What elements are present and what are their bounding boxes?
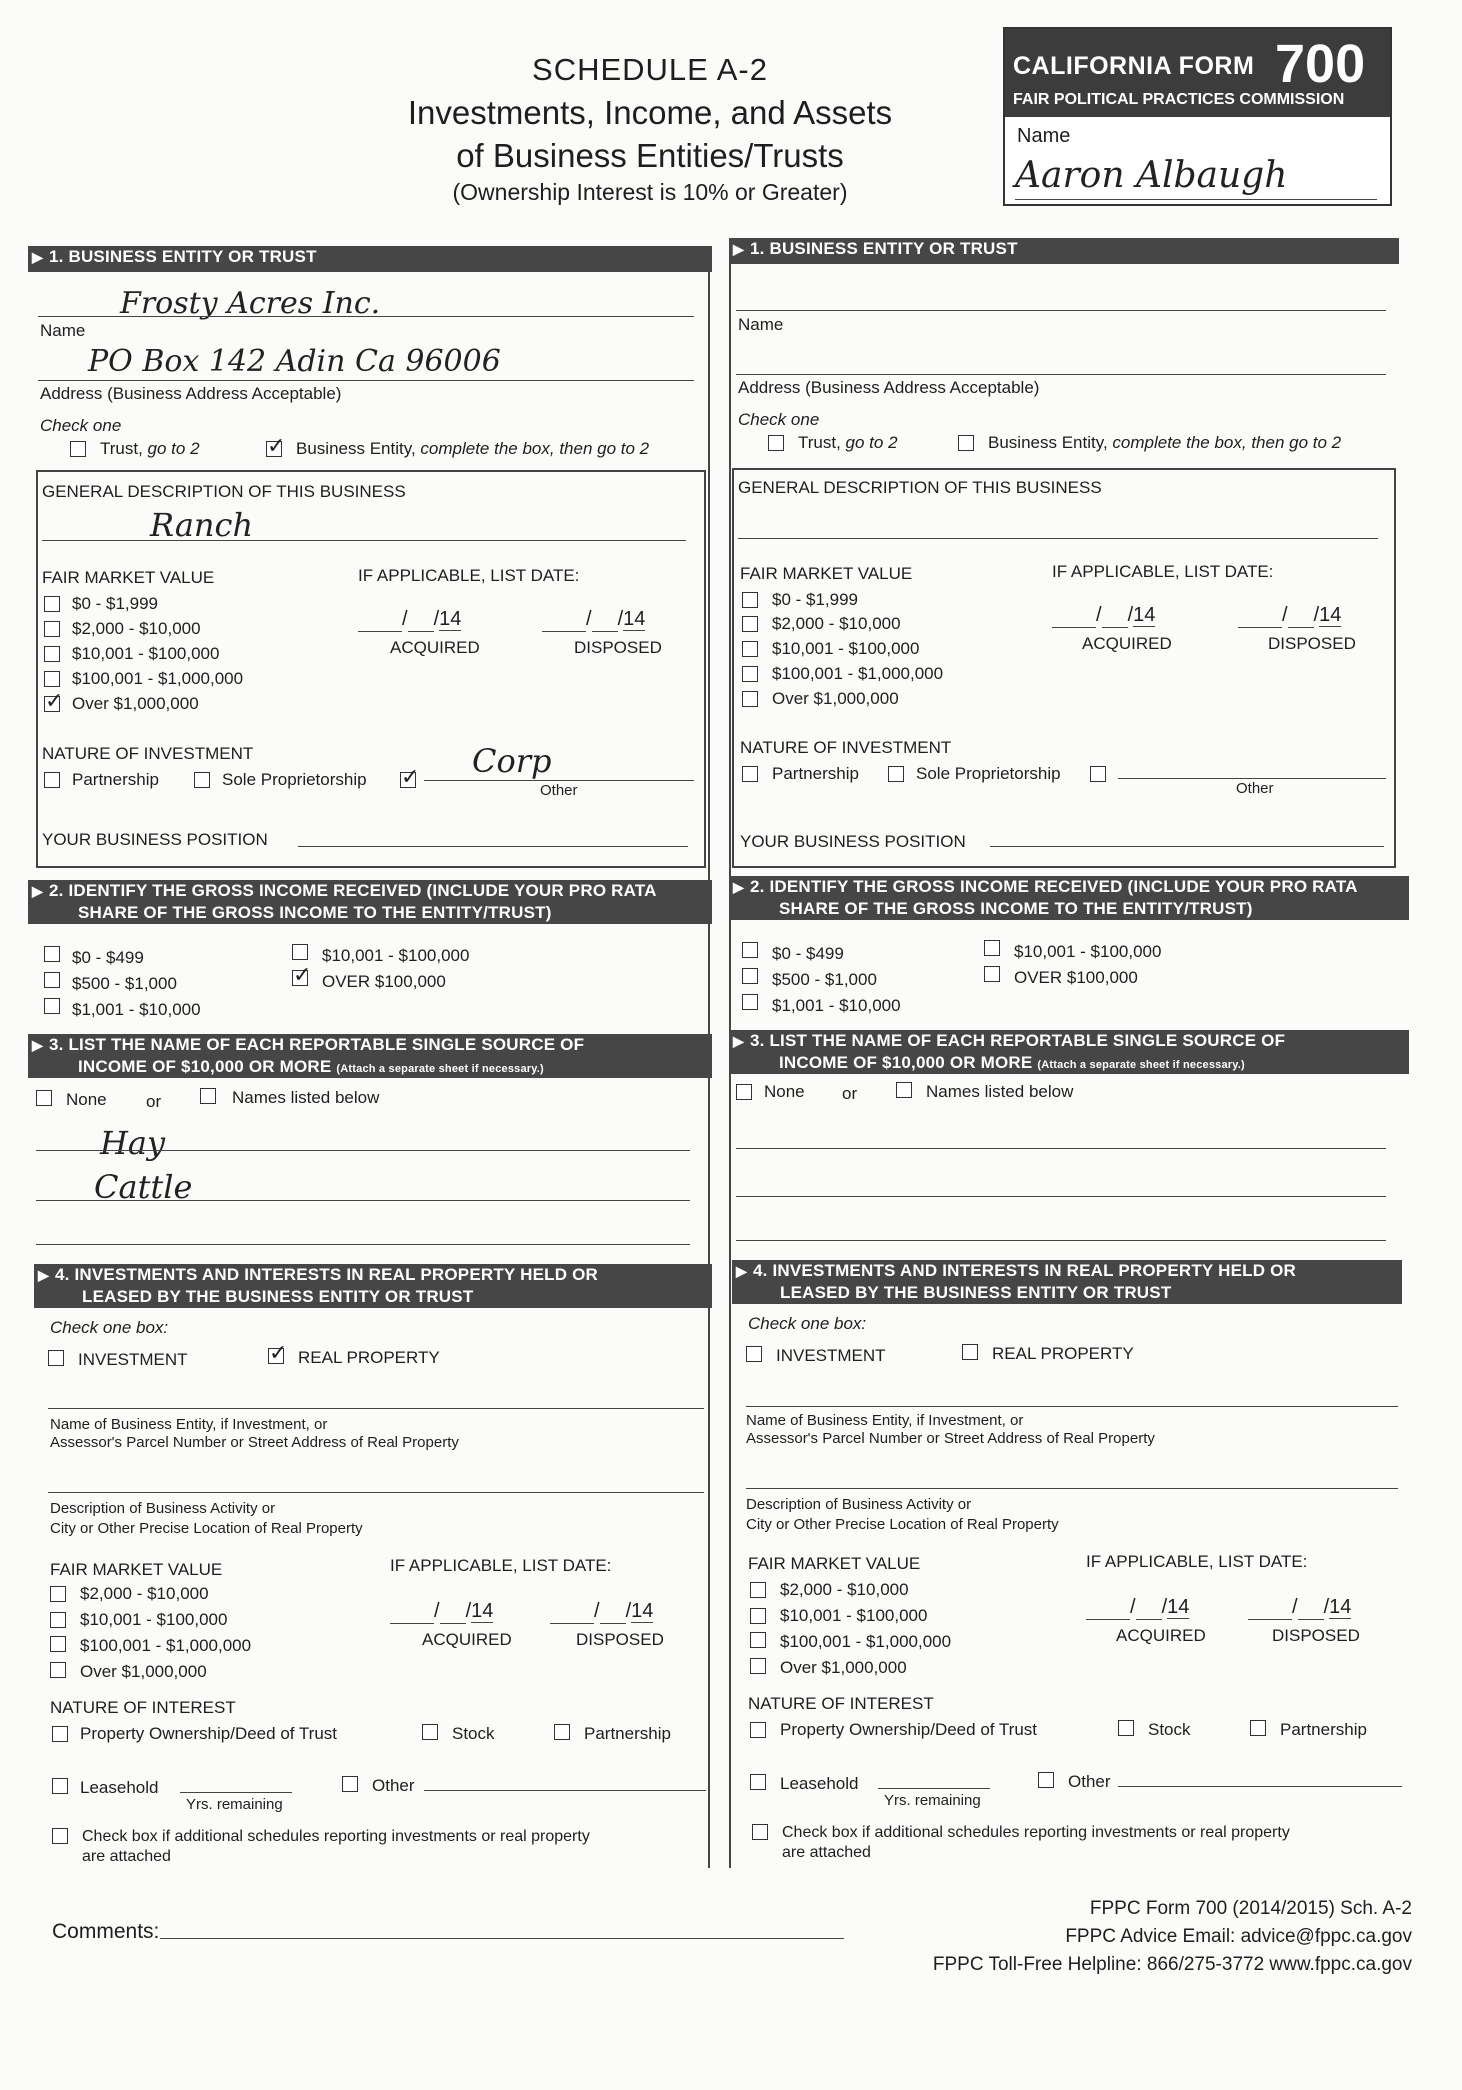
left-partnership-label: Partnership xyxy=(72,770,159,789)
left-stock-checkbox[interactable] xyxy=(422,1724,438,1740)
right-other-line xyxy=(1118,778,1386,779)
right-stock-label: Stock xyxy=(1148,1720,1191,1739)
right-fmv4-0-checkbox[interactable] xyxy=(750,1582,766,1598)
right-inc-4-label: OVER $100,000 xyxy=(1014,968,1138,987)
left-fmv-2-checkbox[interactable] xyxy=(44,646,60,662)
right-check-one-box-label: Check one box: xyxy=(748,1314,867,1333)
right-sole-label: Sole Proprietorship xyxy=(916,764,1061,783)
right-inc-0-checkbox[interactable] xyxy=(742,942,758,958)
right-fmv-3-label: $100,001 - $1,000,000 xyxy=(772,664,944,683)
left-yrs-line xyxy=(180,1792,292,1793)
right-property-own-checkbox[interactable] xyxy=(750,1722,766,1738)
right-entity-checkbox[interactable] xyxy=(958,435,974,451)
right-investment-label: INVESTMENT xyxy=(776,1346,886,1365)
right-inc-3-label: $10,001 - $100,000 xyxy=(1014,942,1162,961)
form-subtitle: (Ownership Interest is 10% or Greater) xyxy=(452,179,848,205)
right-list-date-label: IF APPLICABLE, LIST DATE: xyxy=(1052,562,1274,581)
left-partnership-checkbox[interactable] xyxy=(44,772,60,788)
left-real-property-checkbox[interactable] xyxy=(268,1348,284,1364)
left-property-own-label: Property Ownership/Deed of Trust xyxy=(80,1724,338,1743)
left-trust-checkbox[interactable] xyxy=(70,441,86,457)
right-inc-2-label: $1,001 - $10,000 xyxy=(772,996,901,1015)
left-name-label: Name xyxy=(40,321,86,340)
right-inc-1-checkbox[interactable] xyxy=(742,968,758,984)
right-fmv-3-checkbox[interactable] xyxy=(742,666,758,682)
filer-name-line xyxy=(1015,199,1377,200)
left-inc-4-checkbox[interactable] xyxy=(292,970,308,986)
left-nature-other-value: Corp xyxy=(472,742,552,780)
right-address-line xyxy=(736,374,1386,375)
left-fmv4-0-checkbox[interactable] xyxy=(50,1586,66,1602)
right-inc-2-checkbox[interactable] xyxy=(742,994,758,1010)
right-fmv-0-checkbox[interactable] xyxy=(742,592,758,608)
left-source-line-0 xyxy=(36,1150,690,1151)
right-names-checkbox[interactable] xyxy=(896,1082,912,1098)
right-none-label: None xyxy=(764,1082,805,1101)
right-investment-checkbox[interactable] xyxy=(746,1346,762,1362)
left-desc-line xyxy=(42,540,686,541)
left-fmv4-label: FAIR MARKET VALUE xyxy=(50,1560,223,1579)
right-inc-0-label: $0 - $499 xyxy=(772,944,844,963)
right-fmv-1-label: $2,000 - $10,000 xyxy=(772,614,901,633)
right-real-property-label: REAL PROPERTY xyxy=(992,1344,1134,1363)
left-address-line xyxy=(38,380,694,381)
left-none-checkbox[interactable] xyxy=(36,1090,52,1106)
right-inc-1-label: $500 - $1,000 xyxy=(772,970,877,989)
left-other-label: Other xyxy=(540,782,578,799)
form-label: CALIFORNIA FORM xyxy=(1013,52,1255,80)
right-leasehold-label: Leasehold xyxy=(780,1774,859,1793)
right-section2-bar: ▶ 2. IDENTIFY THE GROSS INCOME RECEIVED (INCLUDE YOUR PRO RATA SHARE OF THE GROSS INCOME TO THE ENTITY/TRUST) xyxy=(729,876,1409,920)
left-leasehold-label: Leasehold xyxy=(80,1778,159,1797)
right-none-checkbox[interactable] xyxy=(736,1084,752,1100)
left-fmv-3-label: $100,001 - $1,000,000 xyxy=(72,669,244,688)
left-check-one-box-label: Check one box: xyxy=(50,1318,169,1337)
right-source-line-1 xyxy=(736,1196,1386,1197)
left-fmv4-2-checkbox[interactable] xyxy=(50,1636,66,1652)
right-additional-checkbox[interactable] xyxy=(752,1824,768,1840)
right-partnership-label: Partnership xyxy=(772,764,859,783)
left-other4-line xyxy=(424,1790,706,1791)
right-fmv-2-label: $10,001 - $100,000 xyxy=(772,639,920,658)
left-sole-checkbox[interactable] xyxy=(194,772,210,788)
left-nature-interest-label: NATURE OF INTEREST xyxy=(50,1698,236,1717)
left-entity-label: Business Entity, complete the box, then go to 2 xyxy=(296,439,650,458)
left-section4-bar: ▶ 4. INVESTMENTS AND INTERESTS IN REAL PROPERTY HELD OR LEASED BY THE BUSINESS ENTITY OR TRUST xyxy=(34,1264,712,1308)
right-position-line xyxy=(990,846,1384,847)
left-desc4-line xyxy=(48,1492,704,1493)
left-list-date-label: IF APPLICABLE, LIST DATE: xyxy=(358,566,580,585)
right-other-checkbox[interactable] xyxy=(1090,766,1106,782)
right-fmv-0-label: $0 - $1,999 xyxy=(772,590,859,609)
left-investment-checkbox[interactable] xyxy=(48,1350,64,1366)
footer-helpline: FPPC Toll-Free Helpline: 866/275-3772 www.fppc.ca.gov xyxy=(932,1954,1412,1975)
right-section4-bar: ▶ 4. INVESTMENTS AND INTERESTS IN REAL PROPERTY HELD OR LEASED BY THE BUSINESS ENTITY OR TRUST xyxy=(732,1260,1402,1304)
right-fmv4-1-label: $10,001 - $100,000 xyxy=(780,1606,928,1625)
left-source-0-value: Hay xyxy=(100,1124,166,1162)
left-disposed4-date: / /14 xyxy=(550,1600,653,1624)
right-other-label: Other xyxy=(1236,780,1274,797)
right-leasehold-checkbox[interactable] xyxy=(750,1774,766,1790)
right-disposed-label: DISPOSED xyxy=(1268,634,1356,653)
right-fmv4-1-checkbox[interactable] xyxy=(750,1608,766,1624)
left-fmv-1-checkbox[interactable] xyxy=(44,621,60,637)
right-desc4-line xyxy=(746,1488,1398,1489)
right-stock-checkbox[interactable] xyxy=(1118,1720,1134,1736)
left-property-own-checkbox[interactable] xyxy=(52,1726,68,1742)
left-name-entity-label-1: Name of Business Entity, if Investment, or xyxy=(50,1416,328,1433)
left-real-property-label: REAL PROPERTY xyxy=(298,1348,440,1367)
left-inc-0-label: $0 - $499 xyxy=(72,948,144,967)
right-section1-bar: ▶ 1. BUSINESS ENTITY OR TRUST xyxy=(729,238,1399,264)
left-disposed-label: DISPOSED xyxy=(574,638,662,657)
left-fmv4-1-checkbox[interactable] xyxy=(50,1612,66,1628)
left-sole-label: Sole Proprietorship xyxy=(222,770,367,789)
right-disposed-date: / /14 xyxy=(1238,604,1341,628)
right-name-entity-line xyxy=(746,1406,1398,1407)
left-fmv4-2-label: $100,001 - $1,000,000 xyxy=(80,1636,252,1655)
left-disposed-date: / /14 xyxy=(542,608,645,632)
left-partnership4-label: Partnership xyxy=(584,1724,671,1743)
form-title-line2: of Business Entities/Trusts xyxy=(456,137,844,174)
right-nature-inv-label: NATURE OF INVESTMENT xyxy=(740,738,952,757)
comments-label: Comments: xyxy=(52,1920,160,1943)
right-other4-checkbox[interactable] xyxy=(1038,1772,1054,1788)
left-entity-name-value: Frosty Acres Inc. xyxy=(120,286,381,321)
left-trust-label: Trust, go to 2 xyxy=(100,439,200,458)
left-check-one-label: Check one xyxy=(40,416,122,435)
left-fmv4-3-checkbox[interactable] xyxy=(50,1662,66,1678)
left-source-line-1 xyxy=(36,1200,690,1201)
left-inc-3-label: $10,001 - $100,000 xyxy=(322,946,470,965)
form-id-box xyxy=(1003,27,1392,206)
schedule-title: SCHEDULE A-2 xyxy=(532,52,768,87)
right-trust-checkbox[interactable] xyxy=(768,435,784,451)
left-stock-label: Stock xyxy=(452,1724,495,1743)
right-sole-checkbox[interactable] xyxy=(888,766,904,782)
left-section2-bar: ▶ 2. IDENTIFY THE GROSS INCOME RECEIVED (INCLUDE YOUR PRO RATA SHARE OF THE GROSS INCOME TO THE ENTITY/TRUST) xyxy=(28,880,712,924)
right-names-label: Names listed below xyxy=(926,1082,1074,1101)
left-additional-label-1: Check box if additional schedules reporting investments or real property xyxy=(82,1828,590,1845)
left-acquired4-date: / /14 xyxy=(390,1600,493,1624)
footer-email: FPPC Advice Email: advice@fppc.ca.gov xyxy=(1065,1926,1412,1947)
left-fmv4-1-label: $10,001 - $100,000 xyxy=(80,1610,228,1629)
left-acquired4-label: ACQUIRED xyxy=(422,1630,512,1649)
right-property-own-label: Property Ownership/Deed of Trust xyxy=(780,1720,1038,1739)
left-inc-2-checkbox[interactable] xyxy=(44,998,60,1014)
left-section1-bar: ▶ 1. BUSINESS ENTITY OR TRUST xyxy=(28,246,712,272)
right-acquired-date: / /14 xyxy=(1052,604,1155,628)
right-additional-label-1: Check box if additional schedules reporting investments or real property xyxy=(782,1824,1290,1841)
left-acquired-date: / /14 xyxy=(358,608,461,632)
left-other4-label: Other xyxy=(372,1776,415,1795)
form-id-header xyxy=(1005,29,1390,117)
left-other-checkbox[interactable] xyxy=(400,772,416,788)
right-position-label: YOUR BUSINESS POSITION xyxy=(740,832,966,851)
left-name-line xyxy=(38,316,694,317)
left-names-checkbox[interactable] xyxy=(200,1088,216,1104)
right-fmv4-2-checkbox[interactable] xyxy=(750,1632,766,1648)
left-additional-label-2: are attached xyxy=(82,1848,171,1865)
right-section3-bar: ▶ 3. LIST THE NAME OF EACH REPORTABLE SINGLE SOURCE OF INCOME OF $10,000 OR MORE (Attach a separate sheet if necessary.) xyxy=(729,1030,1409,1074)
right-source-line-0 xyxy=(736,1148,1386,1149)
right-name-label: Name xyxy=(738,315,784,334)
left-investment-label: INVESTMENT xyxy=(78,1350,188,1369)
left-inc-0-checkbox[interactable] xyxy=(44,946,60,962)
left-desc4-label-1: Description of Business Activity or xyxy=(50,1500,276,1517)
left-section3-bar: ▶ 3. LIST THE NAME OF EACH REPORTABLE SINGLE SOURCE OF INCOME OF $10,000 OR MORE (Attach a separate sheet if necessary.) xyxy=(28,1034,712,1078)
right-yrs-label: Yrs. remaining xyxy=(884,1792,981,1809)
right-nature-interest-label: NATURE OF INTEREST xyxy=(748,1694,934,1713)
left-or-label: or xyxy=(146,1092,162,1111)
left-yrs-label: Yrs. remaining xyxy=(186,1796,283,1813)
filer-name-value: Aaron Albaugh xyxy=(1015,155,1288,196)
left-none-label: None xyxy=(66,1090,107,1109)
right-list-date4-label: IF APPLICABLE, LIST DATE: xyxy=(1086,1552,1308,1571)
right-entity-label: Business Entity, complete the box, then go to 2 xyxy=(988,433,1342,452)
right-partnership4-label: Partnership xyxy=(1280,1720,1367,1739)
left-address-value: PO Box 142 Adin Ca 96006 xyxy=(88,344,501,379)
left-position-line xyxy=(298,846,688,847)
right-fmv4-2-label: $100,001 - $1,000,000 xyxy=(780,1632,952,1651)
right-other4-line xyxy=(1118,1786,1402,1787)
left-source-line-2 xyxy=(36,1244,690,1245)
left-list-date4-label: IF APPLICABLE, LIST DATE: xyxy=(390,1556,612,1575)
right-fmv-4-label: Over $1,000,000 xyxy=(772,689,899,708)
left-inc-2-label: $1,001 - $10,000 xyxy=(72,1000,201,1019)
right-trust-label: Trust, go to 2 xyxy=(798,433,898,452)
filer-name-label: Name xyxy=(1017,125,1071,147)
right-fmv4-0-label: $2,000 - $10,000 xyxy=(780,1580,909,1599)
right-source-line-2 xyxy=(736,1240,1386,1241)
left-desc4-label-2: City or Other Precise Location of Real Property xyxy=(50,1520,363,1537)
left-name-entity-line xyxy=(48,1408,704,1409)
left-additional-checkbox[interactable] xyxy=(52,1828,68,1844)
left-fmv-4-checkbox[interactable] xyxy=(44,696,60,712)
left-fmv-1-label: $2,000 - $10,000 xyxy=(72,619,201,638)
right-acquired-label: ACQUIRED xyxy=(1082,634,1172,653)
right-disposed4-date: / /14 xyxy=(1248,1596,1351,1620)
left-fmv-4-label: Over $1,000,000 xyxy=(72,694,199,713)
left-names-label: Names listed below xyxy=(232,1088,380,1107)
left-source-1-value: Cattle xyxy=(94,1168,193,1206)
right-fmv4-3-checkbox[interactable] xyxy=(750,1658,766,1674)
left-general-desc-label: GENERAL DESCRIPTION OF THIS BUSINESS xyxy=(42,482,406,501)
left-inc-4-label: OVER $100,000 xyxy=(322,972,446,991)
left-disposed4-label: DISPOSED xyxy=(576,1630,664,1649)
left-fmv-3-checkbox[interactable] xyxy=(44,671,60,687)
right-real-property-checkbox[interactable] xyxy=(962,1344,978,1360)
right-fmv-2-checkbox[interactable] xyxy=(742,641,758,657)
left-inc-1-checkbox[interactable] xyxy=(44,972,60,988)
left-nature-inv-label: NATURE OF INVESTMENT xyxy=(42,744,254,763)
right-acquired4-date: / /14 xyxy=(1086,1596,1189,1620)
right-inc-4-checkbox[interactable] xyxy=(984,966,1000,982)
right-partnership-checkbox[interactable] xyxy=(742,766,758,782)
right-address-label: Address (Business Address Acceptable) xyxy=(738,378,1040,397)
right-disposed4-label: DISPOSED xyxy=(1272,1626,1360,1645)
left-fmv-0-label: $0 - $1,999 xyxy=(72,594,159,613)
left-description-value: Ranch xyxy=(150,506,254,544)
form-number: 700 xyxy=(1275,34,1366,94)
left-other4-checkbox[interactable] xyxy=(342,1776,358,1792)
comments-line[interactable] xyxy=(160,1938,844,1939)
right-fmv-label: FAIR MARKET VALUE xyxy=(740,564,913,583)
right-name-entity-label-1: Name of Business Entity, if Investment, or xyxy=(746,1412,1024,1429)
left-position-label: YOUR BUSINESS POSITION xyxy=(42,830,268,849)
footer-form-ref: FPPC Form 700 (2014/2015) Sch. A-2 xyxy=(1089,1898,1412,1919)
right-fmv4-label: FAIR MARKET VALUE xyxy=(748,1554,921,1573)
right-additional-label-2: are attached xyxy=(782,1844,871,1861)
right-desc4-label-2: City or Other Precise Location of Real Property xyxy=(746,1516,1059,1533)
right-other4-label: Other xyxy=(1068,1772,1111,1791)
left-fmv-2-label: $10,001 - $100,000 xyxy=(72,644,220,663)
right-general-desc-label: GENERAL DESCRIPTION OF THIS BUSINESS xyxy=(738,478,1102,497)
left-acquired-label: ACQUIRED xyxy=(390,638,480,657)
left-entity-checkbox[interactable] xyxy=(266,441,282,457)
left-partnership4-checkbox[interactable] xyxy=(554,1724,570,1740)
left-fmv-0-checkbox[interactable] xyxy=(44,596,60,612)
right-name-line xyxy=(736,310,1386,311)
right-fmv-1-checkbox[interactable] xyxy=(742,616,758,632)
left-leasehold-checkbox[interactable] xyxy=(52,1778,68,1794)
left-fmv-label: FAIR MARKET VALUE xyxy=(42,568,215,587)
left-fmv4-3-label: Over $1,000,000 xyxy=(80,1662,207,1681)
right-acquired4-label: ACQUIRED xyxy=(1116,1626,1206,1645)
right-name-entity-label-2: Assessor's Parcel Number or Street Address of Real Property xyxy=(746,1430,1155,1447)
right-yrs-line xyxy=(878,1788,990,1789)
left-fmv4-0-label: $2,000 - $10,000 xyxy=(80,1584,209,1603)
left-name-entity-label-2: Assessor's Parcel Number or Street Address of Real Property xyxy=(50,1434,459,1451)
right-check-one-label: Check one xyxy=(738,410,820,429)
right-partnership4-checkbox[interactable] xyxy=(1250,1720,1266,1736)
right-desc4-label-1: Description of Business Activity or xyxy=(746,1496,972,1513)
left-inc-1-label: $500 - $1,000 xyxy=(72,974,177,993)
right-or-label: or xyxy=(842,1084,858,1103)
right-desc-line xyxy=(738,538,1378,539)
left-address-label: Address (Business Address Acceptable) xyxy=(40,384,342,403)
left-inc-3-checkbox[interactable] xyxy=(292,944,308,960)
left-other-line xyxy=(424,780,694,781)
right-fmv-4-checkbox[interactable] xyxy=(742,691,758,707)
right-fmv4-3-label: Over $1,000,000 xyxy=(780,1658,907,1677)
right-inc-3-checkbox[interactable] xyxy=(984,940,1000,956)
form-title-line1: Investments, Income, and Assets xyxy=(407,94,893,131)
form-commission: FAIR POLITICAL PRACTICES COMMISSION xyxy=(1013,91,1345,108)
